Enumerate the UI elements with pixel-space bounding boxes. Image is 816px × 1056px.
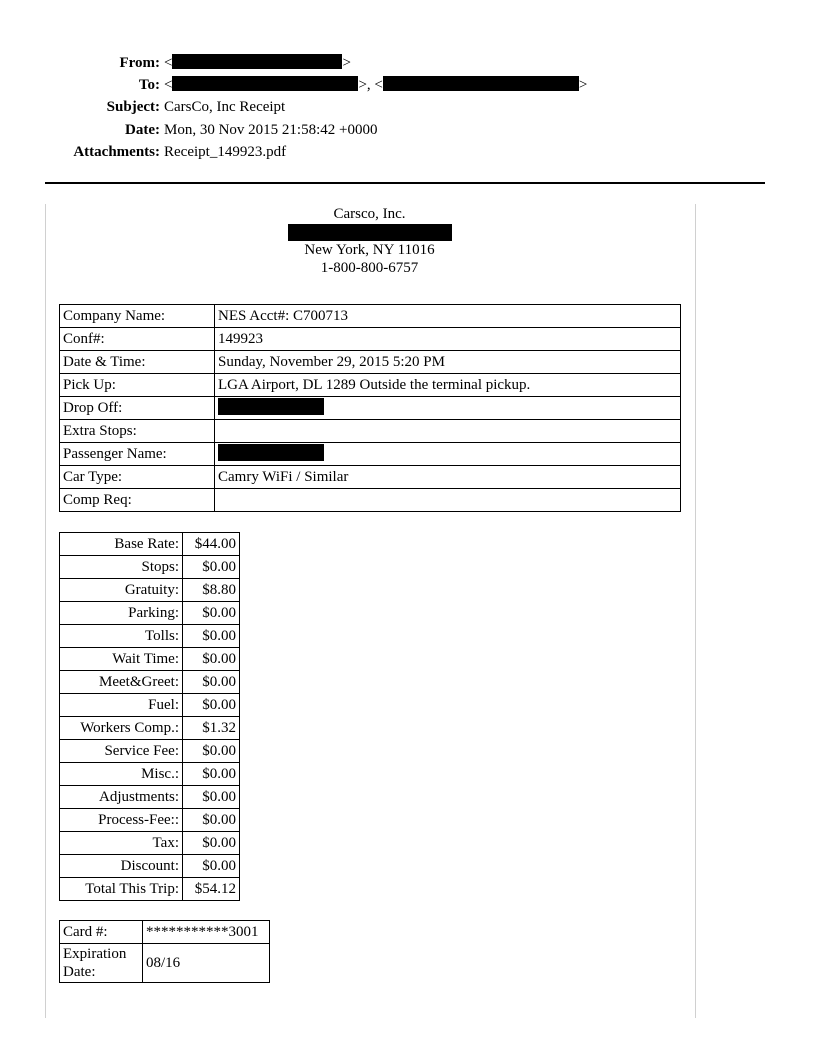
info-row-label: Comp Req:: [60, 489, 215, 512]
info-row-label: Drop Off:: [60, 397, 215, 420]
card-number-row: [60, 921, 270, 944]
charge-label: Adjustments:: [60, 786, 183, 809]
redaction-block: [383, 76, 579, 91]
expiration-value: 08/16: [143, 944, 270, 983]
from-row: [0, 52, 816, 74]
info-row-value: Camry WiFi / Similar: [215, 466, 681, 489]
redaction-block: [218, 398, 324, 415]
redaction-block: [172, 76, 358, 91]
info-row-value: Sunday, November 29, 2015 5:20 PM: [215, 351, 681, 374]
charge-value: $0.00: [183, 625, 240, 648]
charge-row: [60, 878, 240, 901]
charge-value: $8.80: [183, 579, 240, 602]
redaction-block: [218, 444, 324, 461]
attachment-link[interactable]: Receipt_149923.pdf: [164, 143, 287, 160]
charge-row: [60, 786, 240, 809]
card-table: [59, 920, 270, 983]
info-row: [60, 397, 681, 420]
info-row-label: Extra Stops:: [60, 420, 215, 443]
attachments-row: [0, 141, 816, 163]
company-city: New York, NY 11016: [304, 242, 435, 259]
from-label: From:: [119, 55, 160, 71]
charge-value: $0.00: [183, 740, 240, 763]
expiration-row: [60, 944, 270, 983]
charge-value: $1.32: [183, 717, 240, 740]
charge-label: Wait Time:: [60, 648, 183, 671]
info-row: [60, 489, 681, 512]
charge-row: [60, 832, 240, 855]
info-row-value: 149923: [215, 328, 681, 351]
info-row-value: [215, 397, 681, 420]
charge-value: $54.12: [183, 878, 240, 901]
charge-label: Tolls:: [60, 625, 183, 648]
to-value: < >, < >: [164, 77, 588, 94]
charge-value: $0.00: [183, 809, 240, 832]
charge-value: $0.00: [183, 671, 240, 694]
info-row: [60, 328, 681, 351]
charge-label: Fuel:: [60, 694, 183, 717]
info-row-value: [215, 489, 681, 512]
info-row-label: Date & Time:: [60, 351, 215, 374]
charge-row: [60, 855, 240, 878]
info-row-value: NES Acct#: C700713: [215, 305, 681, 328]
charge-row: [60, 648, 240, 671]
from-value: < >: [164, 55, 351, 71]
charges-table: [59, 532, 240, 901]
charge-label: Gratuity:: [60, 579, 183, 602]
charge-label: Misc.:: [60, 763, 183, 786]
header-divider: [45, 182, 765, 184]
charge-row: [60, 809, 240, 832]
expiration-label: Expiration Date:: [60, 944, 143, 983]
charge-value: $0.00: [183, 855, 240, 878]
charge-row: [60, 694, 240, 717]
charge-label: Tax:: [60, 832, 183, 855]
info-row: [60, 420, 681, 443]
charge-value: $0.00: [183, 602, 240, 625]
charge-value: $0.00: [183, 648, 240, 671]
company-address-redacted: [45, 223, 694, 241]
info-row: [60, 305, 681, 328]
charge-label: Discount:: [60, 855, 183, 878]
charge-row: [60, 602, 240, 625]
info-row-label: Conf#:: [60, 328, 215, 351]
charge-row: [60, 579, 240, 602]
company-phone: 1-800-800-6757: [320, 260, 419, 277]
to-row: [0, 74, 816, 96]
card-number-value: ***********3001: [143, 921, 270, 944]
charge-value: $0.00: [183, 786, 240, 809]
charge-row: [60, 671, 240, 694]
charge-row: [60, 625, 240, 648]
info-row-label: Car Type:: [60, 466, 215, 489]
charge-row: [60, 763, 240, 786]
card-number-label: Card #:: [60, 921, 143, 944]
charge-row: [60, 533, 240, 556]
date-value: Mon, 30 Nov 2015 21:58:42 +0000: [164, 121, 378, 138]
date-label: Date:: [125, 121, 160, 138]
charge-label: Base Rate:: [60, 533, 183, 556]
info-row-value: LGA Airport, DL 1289 Outside the terminal pickup.: [215, 374, 681, 397]
company-name: Carsco, Inc.: [333, 206, 406, 222]
subject-label: Subject:: [106, 99, 160, 116]
trip-info-table: [59, 304, 681, 512]
charge-label: Total This Trip:: [60, 878, 183, 901]
redaction-block: [288, 224, 452, 241]
charge-row: [60, 740, 240, 763]
charge-label: Meet&Greet:: [60, 671, 183, 694]
info-row: [60, 466, 681, 489]
charge-value: $0.00: [183, 763, 240, 786]
date-row: [0, 119, 816, 141]
subject-row: [0, 96, 816, 118]
subject-value: CarsCo, Inc Receipt: [164, 99, 286, 116]
redaction-block: [172, 54, 342, 69]
info-row-value: [215, 420, 681, 443]
charge-label: Service Fee:: [60, 740, 183, 763]
info-row: [60, 443, 681, 466]
charge-value: $0.00: [183, 556, 240, 579]
charge-label: Workers Comp.:: [60, 717, 183, 740]
charge-label: Stops:: [60, 556, 183, 579]
attachments-label: Attachments:: [73, 143, 160, 160]
charge-value: $0.00: [183, 694, 240, 717]
info-row: [60, 374, 681, 397]
charge-value: $44.00: [183, 533, 240, 556]
charge-label: Parking:: [60, 602, 183, 625]
email-header: [0, 52, 816, 163]
info-row-label: Company Name:: [60, 305, 215, 328]
info-row-value: [215, 443, 681, 466]
charge-row: [60, 556, 240, 579]
info-row: [60, 351, 681, 374]
charge-row: [60, 717, 240, 740]
charge-label: Process-Fee::: [60, 809, 183, 832]
charge-value: $0.00: [183, 832, 240, 855]
to-label: To:: [138, 77, 160, 94]
info-row-label: Passenger Name:: [60, 443, 215, 466]
company-block: [45, 205, 694, 277]
info-row-label: Pick Up:: [60, 374, 215, 397]
